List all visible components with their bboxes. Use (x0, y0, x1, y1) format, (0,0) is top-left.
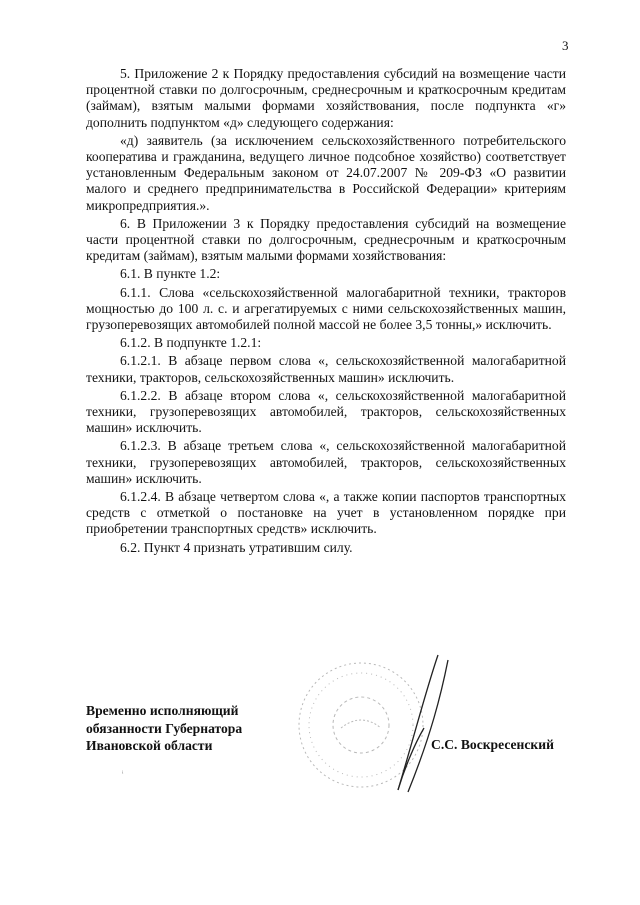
paragraph-6-1-2: 6.1.2. В подпункте 1.2.1: (120, 335, 262, 351)
position-line-2: обязанности Губернатора (86, 720, 243, 736)
paragraph-6-1-2-4: 6.1.2.4. В абзаце четвертом слова «, а также копии паспортов транспортных средств с отметкой о постановке на учет в установленном порядке при приобретении транспортных средств» исключить. (86, 489, 566, 537)
paragraph-5-d: «д) заявитель (за исключением сельскохозяйственного потребительского кооператива и гражданина, ведущего личное подсобное хозяйство) соответствует установленным Федеральным законом от 24.07.2007 № 209-ФЗ «О развитии малого и среднего предпринимательства в Российской Федерации» критериям микропредприятия.». (86, 132, 566, 213)
signer-position (86, 702, 286, 755)
page-number: 3 (562, 38, 569, 53)
margin-mark: ᵢ (122, 766, 124, 775)
position-line-1: Временно исполняющий (86, 703, 239, 718)
document-body (86, 66, 566, 558)
paragraph-6-1-1: 6.1.1. Слова «сельскохозяйственной малогабаритной техники, тракторов мощностью до 100 л. с. и агрегатируемых с ними сельскохозяйственных машин, грузоперевозящих автомобилей полной массой не более 3,5 тонны,» исключить. (86, 284, 566, 333)
paragraph-6-1-2-3: 6.1.2.3. В абзаце третьем слова «, сельскохозяйственной малогабаритной техники, грузоперевозящих автомобилей, тракторов, сельскохозяйственных машин» исключить. (86, 438, 566, 486)
position-line-3: Ивановской области (86, 738, 213, 753)
signature-block (86, 702, 566, 812)
paragraph-6-1-2-2: 6.1.2.2. В абзаце втором слова «, сельскохозяйственной малогабаритной техники, грузоперевозящих автомобилей, тракторов, сельскохозяйственных машин» исключить. (86, 387, 566, 436)
paragraph-6-1: 6.1. В пункте 1.2: (120, 266, 221, 282)
paragraph-6: 6. В Приложении 3 к Порядку предоставления субсидий на возмещение части процентной ставки по долгосрочным, среднесрочным и краткосрочным кредитам (займам), взятым малыми формами хозяйствования: (86, 215, 566, 264)
signer-name: С.С. Воскресенский (431, 737, 554, 752)
paragraph-5: 5. Приложение 2 к Порядку предоставления субсидий на возмещение части процентной ставки по долгосрочным, среднесрочным и краткосрочным кредитам (займам), взятым малыми формами хозяйствования, после подпункта «г» дополнить подпунктом «д» следующего содержания: (86, 66, 566, 130)
paragraph-6-1-2-1: 6.1.2.1. В абзаце первом слова «, сельскохозяйственной малогабаритной техники, тракторов, сельскохозяйственных машин» исключить. (86, 353, 566, 385)
handwritten-signature-icon (386, 650, 466, 800)
paragraph-6-2: 6.2. Пункт 4 признать утратившим силу. (120, 539, 353, 555)
